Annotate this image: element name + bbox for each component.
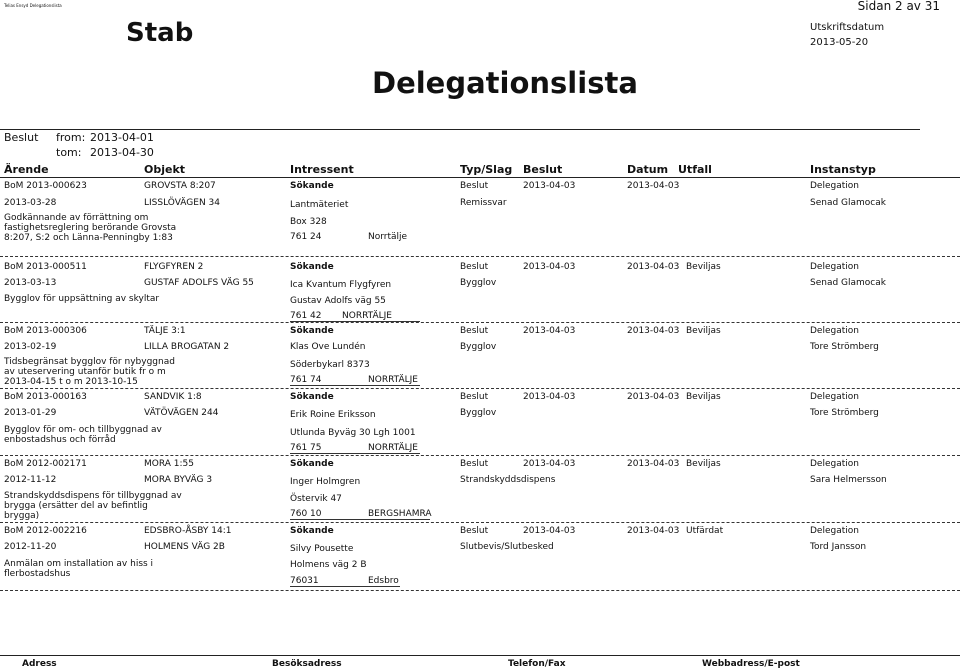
- footer-telefon: Telefon/Fax: [508, 659, 566, 669]
- record-received-date: 2013-02-19: [4, 342, 57, 352]
- record-object: TÄLJE 3:1: [144, 326, 186, 336]
- record-description-line: Godkännande av förrättning om: [4, 213, 149, 223]
- record-object: EDSBRO-ÅSBY 14:1: [144, 526, 232, 536]
- record-type: Beslut: [460, 459, 489, 469]
- record-description-line: av uteservering utanför butik fr o m: [4, 367, 166, 377]
- record-instance: Delegation: [810, 262, 859, 272]
- record-city: Edsbro: [368, 576, 399, 586]
- record-street: GUSTAF ADOLFS VÄG 55: [144, 278, 254, 288]
- record-instance: Delegation: [810, 392, 859, 402]
- record-description: [4, 491, 182, 521]
- record-type: Beslut: [460, 526, 489, 536]
- record-outcome: Beviljas: [686, 392, 721, 402]
- record-id: BoM 2012-002171: [4, 459, 87, 469]
- record-street: LILLA BROGATAN 2: [144, 342, 230, 352]
- filter-from: 2013-04-01: [90, 131, 154, 144]
- record-description-line: enbostadshus och förråd: [4, 435, 116, 445]
- record-applicant-name: Inger Holmgren: [290, 477, 361, 487]
- record-address: Holmens väg 2 B: [290, 560, 367, 570]
- record-applicant-name: Erik Roine Eriksson: [290, 410, 376, 420]
- record-postal-code: 761 24: [290, 232, 322, 242]
- record-role: Sökande: [290, 392, 334, 402]
- record-postal-code: 76031: [290, 576, 319, 586]
- record-received-date: 2012-11-20: [4, 542, 57, 552]
- record-applicant-name: Ica Kvantum Flygfyren: [290, 280, 392, 290]
- record-description-line: brygga): [4, 511, 40, 521]
- record-kind: Strandskyddsdispens: [460, 475, 556, 485]
- record-decision-date: 2013-04-03: [523, 392, 576, 402]
- record-handler: Tore Strömberg: [810, 408, 879, 418]
- record-applicant-name: Lantmäteriet: [290, 200, 349, 210]
- header-tiny-label: Telias Ensyd Delegationslista: [4, 3, 62, 8]
- record-instance: Delegation: [810, 326, 859, 336]
- record-outcome: Utfärdat: [686, 526, 724, 536]
- record-id: BoM 2012-002216: [4, 526, 87, 536]
- record-city: Norrtälje: [368, 232, 408, 242]
- record-description: [4, 213, 176, 243]
- address-underline: [290, 453, 420, 454]
- col-beslut: Beslut: [523, 163, 563, 176]
- record-address: Utlunda Byväg 30 Lgh 1001: [290, 428, 416, 438]
- col-datum: Datum: [627, 163, 669, 176]
- record-received-date: 2013-03-28: [4, 198, 57, 208]
- record-separator: [0, 590, 960, 591]
- record-description-line: 8:207, S:2 och Länna-Penningby 1:83: [4, 233, 173, 243]
- record-date: 2013-04-03: [627, 459, 680, 469]
- col-instans: Instanstyp: [810, 163, 876, 176]
- address-underline: [290, 519, 430, 520]
- record-decision-date: 2013-04-03: [523, 526, 576, 536]
- record-date: 2013-04-03: [627, 526, 680, 536]
- record-city: NORRTÄLJE: [342, 311, 392, 321]
- record-kind: Slutbevis/Slutbesked: [460, 542, 554, 552]
- record-outcome: Beviljas: [686, 326, 721, 336]
- record-instance: Delegation: [810, 181, 859, 191]
- col-utfall: Utfall: [678, 163, 712, 176]
- col-arende: Ärende: [4, 163, 49, 176]
- record-description-line: Tidsbegränsat bygglov för nybyggnad: [4, 357, 175, 367]
- record-postal-code: 761 75: [290, 443, 322, 453]
- record-id: BoM 2013-000306: [4, 326, 87, 336]
- record-id: BoM 2013-000623: [4, 181, 87, 191]
- record-address: Box 328: [290, 217, 327, 227]
- record-description-line: fastighetsreglering berörande Grovsta: [4, 223, 177, 233]
- record-street: VÄTÖVÄGEN 244: [144, 408, 219, 418]
- filter-from-label: from:: [56, 131, 86, 144]
- record-received-date: 2012-11-12: [4, 475, 57, 485]
- page-indicator: Sidan 2 av 31: [857, 0, 940, 13]
- print-date: 2013-05-20: [810, 37, 869, 48]
- record-description-line: Anmälan om installation av hiss i: [4, 559, 154, 569]
- footer-webb: Webbadress/E-post: [702, 659, 800, 669]
- record-separator: [0, 388, 960, 389]
- record-description-line: 2013-04-15 t o m 2013-10-15: [4, 377, 138, 387]
- record-address: Gustav Adolfs väg 55: [290, 296, 386, 306]
- address-underline: [290, 586, 400, 587]
- record-address: Söderbykarl 8373: [290, 360, 370, 370]
- col-typ: Typ/Slag: [460, 163, 513, 176]
- record-role: Sökande: [290, 262, 334, 272]
- record-postal-code: 761 74: [290, 375, 322, 385]
- record-description: [4, 425, 162, 445]
- record-instance: Delegation: [810, 526, 859, 536]
- record-date: 2013-04-03: [627, 326, 680, 336]
- print-date-label: Utskriftsdatum: [810, 22, 885, 33]
- record-received-date: 2013-03-13: [4, 278, 57, 288]
- record-address: Östervik 47: [290, 494, 342, 504]
- record-separator: [0, 455, 960, 456]
- record-decision-date: 2013-04-03: [523, 459, 576, 469]
- record-handler: Senad Glamocak: [810, 198, 886, 208]
- footer-besoksadress: Besöksadress: [272, 659, 342, 669]
- record-description-line: flerbostadshus: [4, 569, 71, 579]
- record-description: [4, 357, 175, 387]
- main-title: Delegationslista: [372, 66, 638, 100]
- col-intressent: Intressent: [290, 163, 354, 176]
- record-id: BoM 2013-000511: [4, 262, 87, 272]
- address-underline: [290, 385, 420, 386]
- record-type: Beslut: [460, 392, 489, 402]
- filter-to-label: tom:: [56, 146, 82, 159]
- record-description: Bygglov för uppsättning av skyltar: [4, 294, 160, 304]
- record-street: MORA BYVÄG 3: [144, 475, 213, 485]
- record-postal-code: 760 10: [290, 509, 322, 519]
- record-outcome: Beviljas: [686, 262, 721, 272]
- footer-rule: [0, 655, 960, 656]
- filter-top-rule: [0, 129, 920, 130]
- record-description-line: brygga (ersätter del av befintlig: [4, 501, 148, 511]
- filter-label: Beslut: [4, 131, 39, 144]
- record-decision-date: 2013-04-03: [523, 181, 576, 191]
- record-role: Sökande: [290, 526, 334, 536]
- record-type: Beslut: [460, 262, 489, 272]
- record-kind: Remissvar: [460, 198, 507, 208]
- record-type: Beslut: [460, 181, 489, 191]
- record-kind: Bygglov: [460, 342, 497, 352]
- record-instance: Delegation: [810, 459, 859, 469]
- record-street: LISSLÖVÄGEN 34: [144, 198, 220, 208]
- record-object: GROVSTA 8:207: [144, 181, 216, 191]
- record-id: BoM 2013-000163: [4, 392, 87, 402]
- record-role: Sökande: [290, 326, 334, 336]
- footer-adress: Adress: [22, 659, 57, 669]
- record-role: Sökande: [290, 459, 334, 469]
- record-object: MORA 1:55: [144, 459, 194, 469]
- record-outcome: Beviljas: [686, 459, 721, 469]
- record-postal-code: 761 42: [290, 311, 322, 321]
- record-kind: Bygglov: [460, 278, 497, 288]
- record-object: FLYGFYREN 2: [144, 262, 204, 272]
- record-role: Sökande: [290, 181, 334, 191]
- col-objekt: Objekt: [144, 163, 186, 176]
- record-date: 2013-04-03: [627, 392, 680, 402]
- record-handler: Tord Jansson: [810, 542, 867, 552]
- record-decision-date: 2013-04-03: [523, 326, 576, 336]
- record-handler: Sara Helmersson: [810, 475, 887, 485]
- record-decision-date: 2013-04-03: [523, 262, 576, 272]
- record-separator: [0, 522, 960, 523]
- record-city: NORRTÄLJE: [368, 375, 418, 385]
- page-title: Stab: [126, 18, 194, 48]
- record-applicant-name: Klas Ove Lundén: [290, 342, 366, 352]
- record-handler: Senad Glamocak: [810, 278, 886, 288]
- record-handler: Tore Strömberg: [810, 342, 879, 352]
- record-received-date: 2013-01-29: [4, 408, 57, 418]
- record-city: BERGSHAMRA: [368, 509, 432, 519]
- record-street: HOLMENS VÄG 2B: [144, 542, 225, 552]
- record-separator: [0, 322, 960, 323]
- record-applicant-name: Silvy Pousette: [290, 544, 354, 554]
- header-rule: [0, 177, 960, 178]
- record-description-line: Strandskyddsdispens för tillbyggnad av: [4, 491, 182, 501]
- record-date: 2013-04-03: [627, 262, 680, 272]
- record-description: [4, 559, 153, 579]
- record-kind: Bygglov: [460, 408, 497, 418]
- record-date: 2013-04-03: [627, 181, 680, 191]
- filter-to: 2013-04-30: [90, 146, 154, 159]
- record-type: Beslut: [460, 326, 489, 336]
- record-city: NORRTÄLJE: [368, 443, 418, 453]
- record-separator: [0, 256, 960, 257]
- record-object: SANDVIK 1:8: [144, 392, 202, 402]
- record-description-line: Bygglov för om- och tillbyggnad av: [4, 425, 162, 435]
